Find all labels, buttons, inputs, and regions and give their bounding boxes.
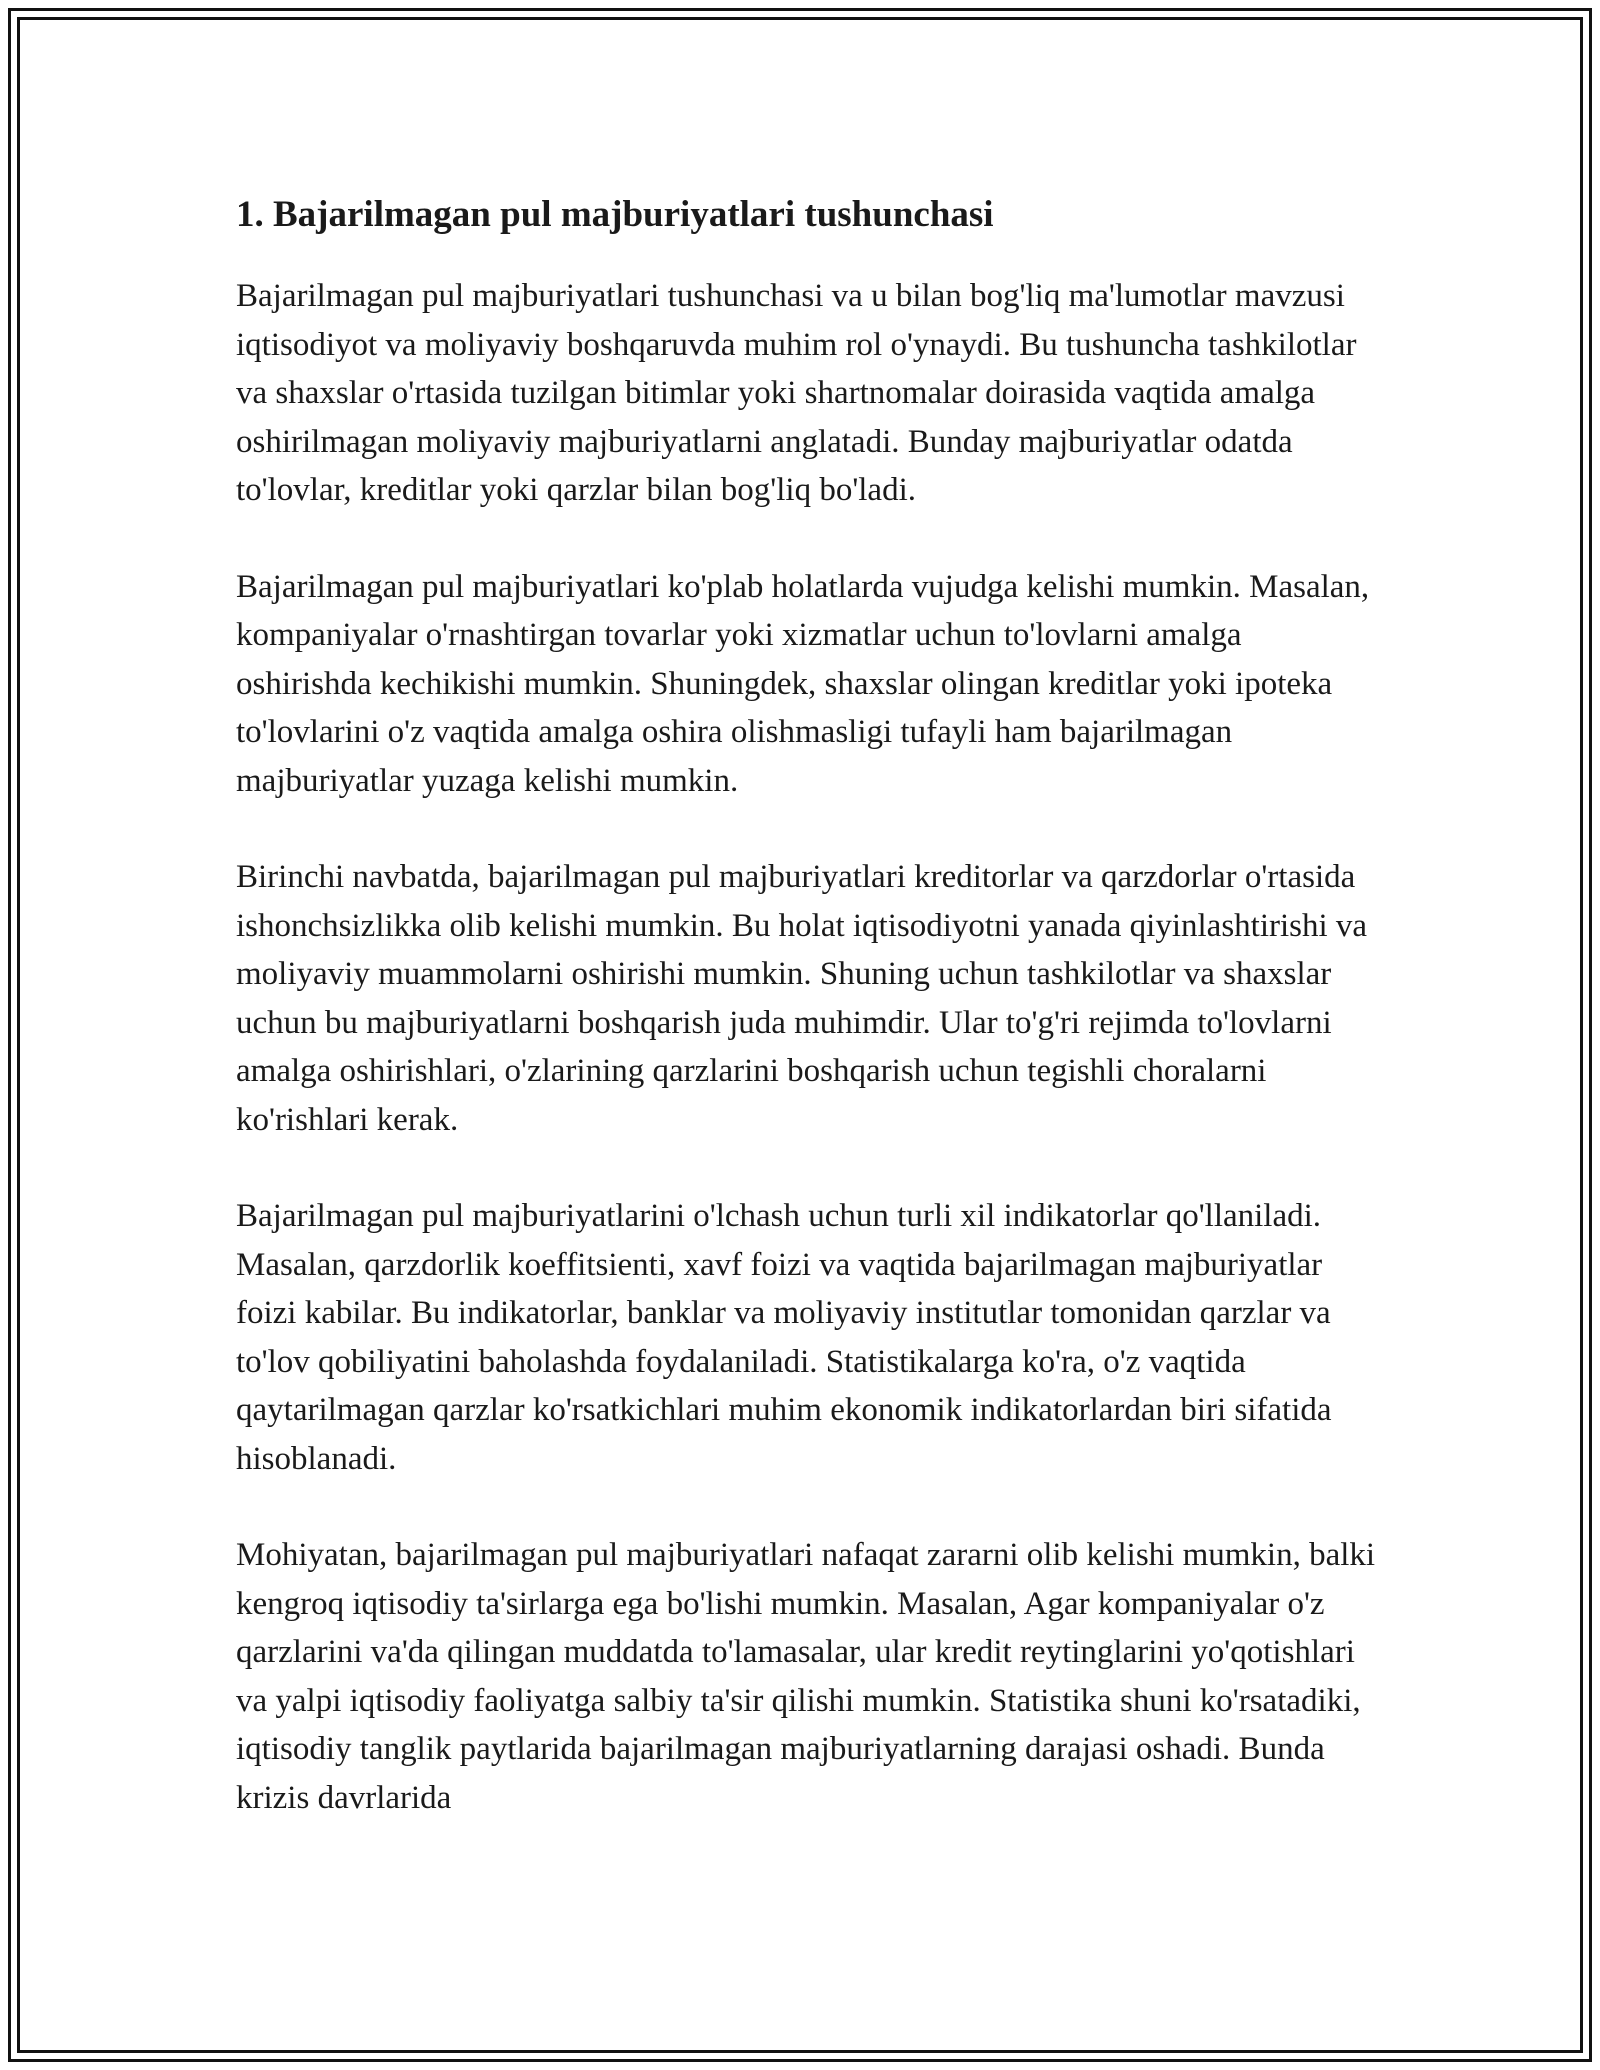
section-heading: 1. Bajarilmagan pul majburiyatlari tushunchasi [236, 194, 994, 235]
paragraph-1: Bajarilmagan pul majburiyatlari tushunchasi va u bilan bog'liq ma'lumotlar mavzusi iqtisodiyot va moliyaviy boshqaruvda muhim rol o'ynaydi. Bu tushuncha tashkilotlar va shaxslar o'rtasida tuzilgan bitimlar yoki shartnomalar doirasida vaqtida amalga oshirilmagan moliyaviy majburiyatlarni anglatadi. Bunday majburiyatlar odatda to'lovlar, kreditlar yoki qarzlar bilan bog'liq bo'ladi. [236, 278, 1357, 508]
paragraph-3: Birinchi navbatda, bajarilmagan pul majburiyatlari kreditorlar va qarzdorlar o'rtasida ishonchsizlikka olib kelishi mumkin. Bu holat iqtisodiyotni yanada qiyinlashtirishi va moliyaviy muammolarni oshirishi mumkin. Shuning uchun tashkilotlar va shaxslar uchun bu majburiyatlarni boshqarish juda muhimdir. Ular to'g'ri rejimda to'lovlarni amalga oshirishlari, o'zlarining qarzlarini boshqarish uchun tegishli choralarni ko'rishlari kerak. [236, 859, 1368, 1138]
paragraph-5: Mohiyatan, bajarilmagan pul majburiyatlari nafaqat zararni olib kelishi mumkin, balki kengroq iqtisodiy ta'sirlarga ega bo'lishi mumkin. Masalan, Agar kompaniyalar o'z qarzlarini va'da qilingan muddatda to'lamasalar, ular kredit reytinglarini yo'qotishlari va yalpi iqtisodiy faoliyatga salbiy ta'sir qilishi mumkin. Statistika shuni ko'rsatadiki, iqtisodiy tanglik paytlarida bajarilmagan majburiyatlarning darajasi oshadi. Bunda krizis davrlarida [236, 1537, 1376, 1816]
document-body [236, 180, 1376, 1870]
paragraph-2: Bajarilmagan pul majburiyatlari ko'plab holatlarda vujudga kelishi mumkin. Masalan, kompaniyalar o'rnashtirgan tovarlar yoki xizmatlar uchun to'lovlarni amalga oshirishda kechikishi mumkin. Shuningdek, shaxslar olingan kreditlar yoki ipoteka to'lovlarini o'z vaqtida amalga oshira olishmasligi tufayli ham bajarilmagan majburiyatlar yuzaga kelishi mumkin. [236, 568, 1370, 799]
paragraph-4: Bajarilmagan pul majburiyatlarini o'lchash uchun turli xil indikatorlar qo'llaniladi. Masalan, qarzdorlik koeffitsienti, xavf foizi va vaqtida bajarilmagan majburiyatlar foizi kabilar. Bu indikatorlar, banklar va moliyaviy institutlar tomonidan qarzlar va to'lov qobiliyatini baholashda foydalaniladi. Statistikalarga ko'ra, o'z vaqtida qaytarilmagan qarzlar ko'rsatkichlari muhim ekonomik indikatorlardan biri sifatida hisoblanadi. [236, 1198, 1332, 1477]
